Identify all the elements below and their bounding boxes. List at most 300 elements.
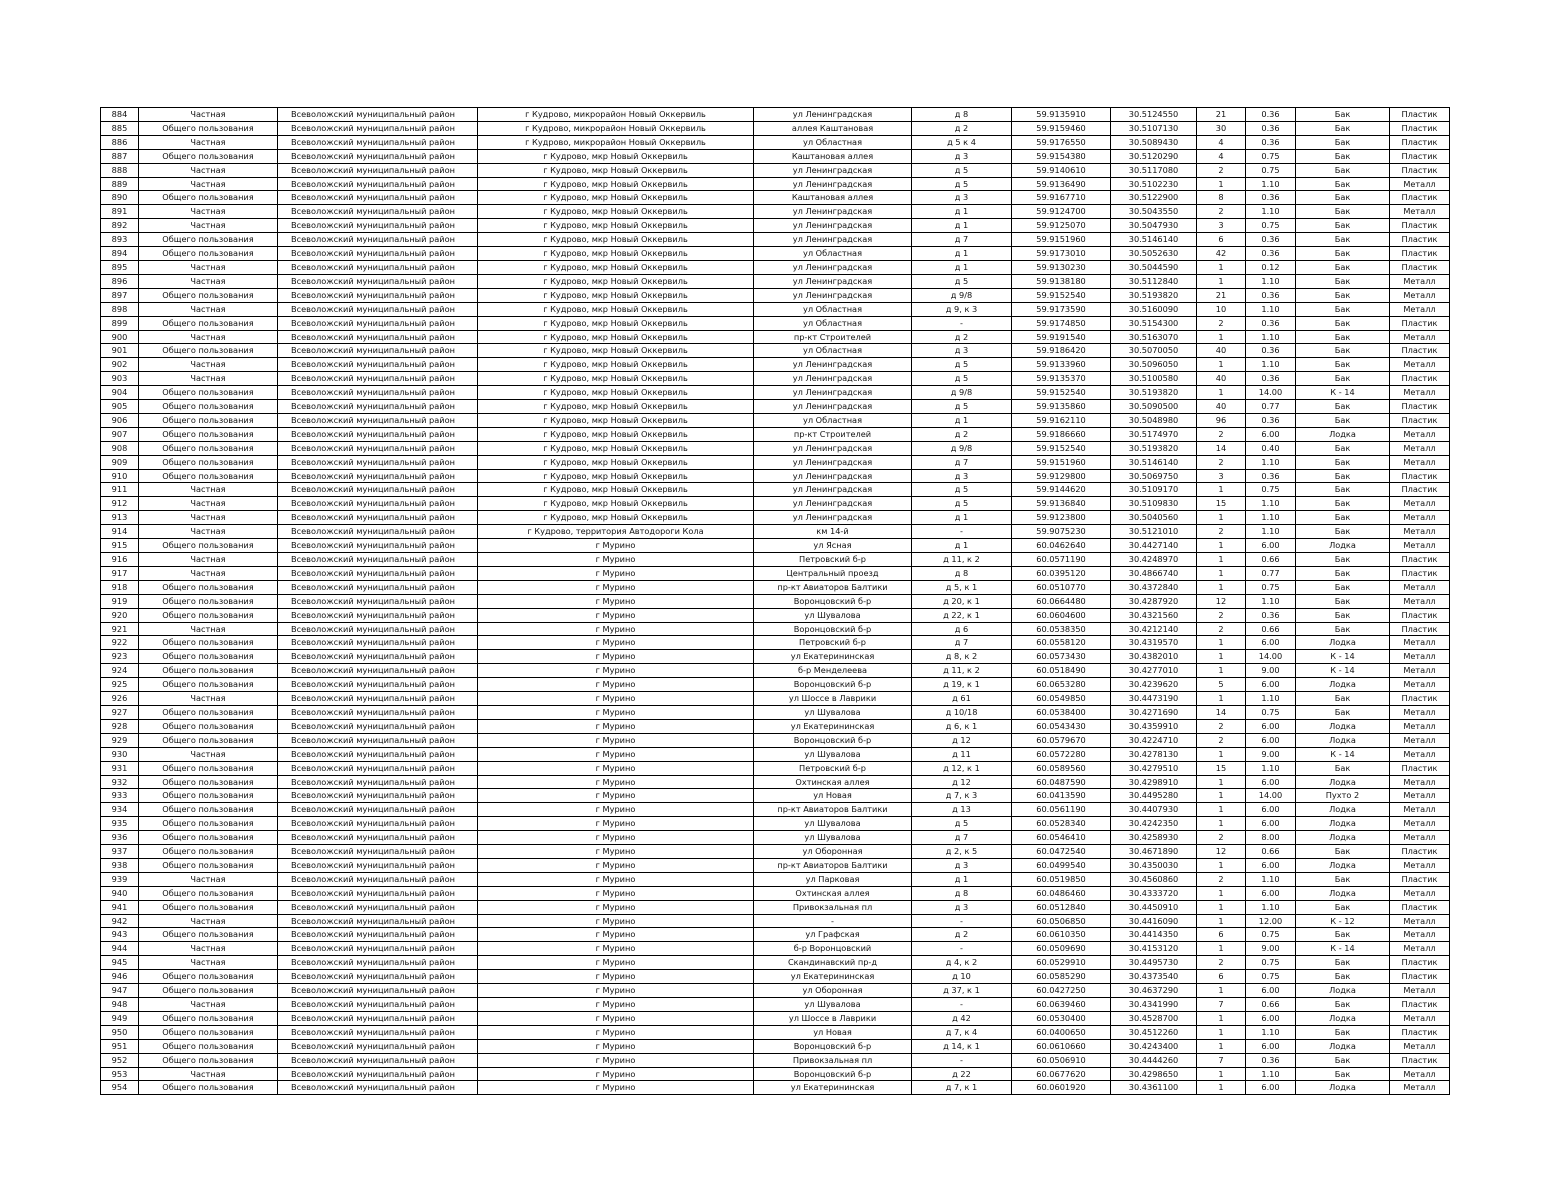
ownership-cell: Общего пользования [139, 650, 278, 664]
house-cell: д 12 [912, 775, 1012, 789]
longitude-cell: 30.4382010 [1111, 650, 1197, 664]
locality-cell: г Кудрово, территория Автодороги Кола [478, 525, 754, 539]
locality-cell: г Мурино [478, 622, 754, 636]
count-cell: 4 [1197, 135, 1246, 149]
count-cell: 1 [1197, 650, 1246, 664]
material-cell: Металл [1390, 497, 1450, 511]
street-cell: ул Шувалова [754, 747, 912, 761]
longitude-cell: 30.4350030 [1111, 858, 1197, 872]
row-number-cell: 950 [101, 1025, 139, 1039]
house-cell: д 11, к 2 [912, 553, 1012, 567]
container-type-cell: Бак [1296, 205, 1390, 219]
latitude-cell: 60.0538350 [1012, 622, 1111, 636]
locality-cell: г Мурино [478, 747, 754, 761]
street-cell: ул Областная [754, 302, 912, 316]
table-row [101, 260, 1450, 274]
latitude-cell: 59.9151960 [1012, 233, 1111, 247]
house-cell: д 11, к 2 [912, 664, 1012, 678]
longitude-cell: 30.4298650 [1111, 1067, 1197, 1081]
locality-cell: г Мурино [478, 553, 754, 567]
row-number-cell: 890 [101, 191, 139, 205]
locality-cell: г Мурино [478, 719, 754, 733]
count-cell: 40 [1197, 372, 1246, 386]
latitude-cell: 60.0510770 [1012, 580, 1111, 594]
material-cell: Металл [1390, 427, 1450, 441]
container-type-cell: Бак [1296, 497, 1390, 511]
longitude-cell: 30.5069750 [1111, 469, 1197, 483]
count-cell: 1 [1197, 566, 1246, 580]
longitude-cell: 30.4359910 [1111, 719, 1197, 733]
street-cell: ул Ленинградская [754, 205, 912, 219]
count-cell: 40 [1197, 344, 1246, 358]
container-type-cell: К - 14 [1296, 942, 1390, 956]
row-number-cell: 898 [101, 302, 139, 316]
count-cell: 3 [1197, 219, 1246, 233]
count-cell: 7 [1197, 998, 1246, 1012]
district-cell: Всеволожский муниципальный район [278, 441, 478, 455]
district-cell: Всеволожский муниципальный район [278, 984, 478, 998]
house-cell: д 3 [912, 900, 1012, 914]
latitude-cell: 60.0395120 [1012, 566, 1111, 580]
table-row [101, 483, 1450, 497]
row-number-cell: 885 [101, 121, 139, 135]
material-cell: Пластик [1390, 316, 1450, 330]
count-cell: 2 [1197, 427, 1246, 441]
table-row [101, 511, 1450, 525]
street-cell: Петровский б-р [754, 553, 912, 567]
street-cell: ул Екатерининская [754, 719, 912, 733]
latitude-cell: 60.0677620 [1012, 1067, 1111, 1081]
longitude-cell: 30.4239620 [1111, 678, 1197, 692]
count-cell: 1 [1197, 539, 1246, 553]
volume-cell: 0.36 [1246, 247, 1296, 261]
locality-cell: г Кудрово, мкр Новый Оккервиль [478, 469, 754, 483]
table-row [101, 177, 1450, 191]
table-row [101, 664, 1450, 678]
longitude-cell: 30.5048980 [1111, 413, 1197, 427]
table-row [101, 497, 1450, 511]
locality-cell: г Мурино [478, 692, 754, 706]
ownership-cell: Частная [139, 525, 278, 539]
table-body [101, 108, 1450, 1095]
longitude-cell: 30.4450910 [1111, 900, 1197, 914]
table-row [101, 441, 1450, 455]
row-number-cell: 953 [101, 1067, 139, 1081]
house-cell: д 5 [912, 372, 1012, 386]
material-cell: Металл [1390, 886, 1450, 900]
latitude-cell: 59.9162110 [1012, 413, 1111, 427]
row-number-cell: 942 [101, 914, 139, 928]
volume-cell: 0.75 [1246, 219, 1296, 233]
count-cell: 2 [1197, 316, 1246, 330]
locality-cell: г Кудрово, мкр Новый Оккервиль [478, 455, 754, 469]
locality-cell: г Мурино [478, 775, 754, 789]
locality-cell: г Мурино [478, 594, 754, 608]
house-cell: - [912, 914, 1012, 928]
ownership-cell: Общего пользования [139, 789, 278, 803]
locality-cell: г Мурино [478, 1053, 754, 1067]
table-row [101, 344, 1450, 358]
ownership-cell: Частная [139, 135, 278, 149]
count-cell: 14 [1197, 705, 1246, 719]
material-cell: Металл [1390, 914, 1450, 928]
street-cell: ул Ленинградская [754, 233, 912, 247]
street-cell: ул Ленинградская [754, 400, 912, 414]
latitude-cell: 59.9130230 [1012, 260, 1111, 274]
street-cell: ул Областная [754, 316, 912, 330]
volume-cell: 0.36 [1246, 108, 1296, 122]
street-cell: б-р Воронцовский [754, 942, 912, 956]
material-cell: Металл [1390, 330, 1450, 344]
street-cell: Привокзальная пл [754, 1053, 912, 1067]
container-type-cell: Бак [1296, 274, 1390, 288]
house-cell: д 7 [912, 233, 1012, 247]
container-type-cell: Лодка [1296, 858, 1390, 872]
count-cell: 1 [1197, 553, 1246, 567]
row-number-cell: 905 [101, 400, 139, 414]
container-type-cell: Бак [1296, 302, 1390, 316]
material-cell: Металл [1390, 1039, 1450, 1053]
district-cell: Всеволожский муниципальный район [278, 288, 478, 302]
street-cell: ул Екатерининская [754, 1081, 912, 1095]
material-cell: Пластик [1390, 108, 1450, 122]
count-cell: 1 [1197, 580, 1246, 594]
table-row [101, 469, 1450, 483]
row-number-cell: 908 [101, 441, 139, 455]
row-number-cell: 948 [101, 998, 139, 1012]
ownership-cell: Частная [139, 163, 278, 177]
latitude-cell: 60.0538400 [1012, 705, 1111, 719]
locality-cell: г Кудрово, мкр Новый Оккервиль [478, 441, 754, 455]
ownership-cell: Общего пользования [139, 928, 278, 942]
table-row [101, 121, 1450, 135]
ownership-cell: Общего пользования [139, 191, 278, 205]
row-number-cell: 902 [101, 358, 139, 372]
latitude-cell: 59.9174850 [1012, 316, 1111, 330]
house-cell: д 6, к 1 [912, 719, 1012, 733]
latitude-cell: 59.9124700 [1012, 205, 1111, 219]
material-cell: Металл [1390, 817, 1450, 831]
volume-cell: 1.10 [1246, 1067, 1296, 1081]
district-cell: Всеволожский муниципальный район [278, 1025, 478, 1039]
district-cell: Всеволожский муниципальный район [278, 344, 478, 358]
street-cell: ул Графская [754, 928, 912, 942]
volume-cell: 6.00 [1246, 1081, 1296, 1095]
house-cell: д 1 [912, 219, 1012, 233]
ownership-cell: Частная [139, 302, 278, 316]
latitude-cell: 60.0509690 [1012, 942, 1111, 956]
material-cell: Металл [1390, 928, 1450, 942]
street-cell: ул Областная [754, 135, 912, 149]
district-cell: Всеволожский муниципальный район [278, 970, 478, 984]
container-type-cell: Бак [1296, 219, 1390, 233]
district-cell: Всеволожский муниципальный район [278, 886, 478, 900]
district-cell: Всеволожский муниципальный район [278, 928, 478, 942]
material-cell: Металл [1390, 858, 1450, 872]
container-type-cell: Бак [1296, 316, 1390, 330]
locality-cell: г Мурино [478, 761, 754, 775]
street-cell: ул Шувалова [754, 998, 912, 1012]
container-type-cell: Бак [1296, 594, 1390, 608]
latitude-cell: 59.9173590 [1012, 302, 1111, 316]
volume-cell: 1.10 [1246, 1025, 1296, 1039]
volume-cell: 0.36 [1246, 469, 1296, 483]
longitude-cell: 30.5040560 [1111, 511, 1197, 525]
container-type-cell: Бак [1296, 177, 1390, 191]
district-cell: Всеволожский муниципальный район [278, 108, 478, 122]
ownership-cell: Общего пользования [139, 719, 278, 733]
street-cell: ул Ленинградская [754, 260, 912, 274]
ownership-cell: Частная [139, 998, 278, 1012]
district-cell: Всеволожский муниципальный район [278, 872, 478, 886]
latitude-cell: 59.9123800 [1012, 511, 1111, 525]
house-cell: - [912, 525, 1012, 539]
container-type-cell: Бак [1296, 970, 1390, 984]
count-cell: 1 [1197, 803, 1246, 817]
latitude-cell: 60.0653280 [1012, 678, 1111, 692]
table-row [101, 594, 1450, 608]
ownership-cell: Частная [139, 108, 278, 122]
count-cell: 1 [1197, 886, 1246, 900]
material-cell: Металл [1390, 274, 1450, 288]
table-row [101, 858, 1450, 872]
container-type-cell: Бак [1296, 330, 1390, 344]
ownership-cell: Общего пользования [139, 316, 278, 330]
district-cell: Всеволожский муниципальный район [278, 163, 478, 177]
material-cell: Металл [1390, 942, 1450, 956]
ownership-cell: Частная [139, 219, 278, 233]
locality-cell: г Кудрово, мкр Новый Оккервиль [478, 205, 754, 219]
ownership-cell: Частная [139, 205, 278, 219]
latitude-cell: 60.0512840 [1012, 900, 1111, 914]
house-cell: д 1 [912, 511, 1012, 525]
material-cell: Металл [1390, 441, 1450, 455]
longitude-cell: 30.4560860 [1111, 872, 1197, 886]
volume-cell: 0.66 [1246, 845, 1296, 859]
district-cell: Всеволожский муниципальный район [278, 1067, 478, 1081]
ownership-cell: Общего пользования [139, 831, 278, 845]
ownership-cell: Частная [139, 358, 278, 372]
count-cell: 14 [1197, 441, 1246, 455]
locality-cell: г Мурино [478, 733, 754, 747]
latitude-cell: 60.0549850 [1012, 692, 1111, 706]
house-cell: д 7 [912, 831, 1012, 845]
material-cell: Металл [1390, 288, 1450, 302]
locality-cell: г Кудрово, мкр Новый Оккервиль [478, 316, 754, 330]
street-cell: Воронцовский б-р [754, 733, 912, 747]
street-cell: ул Шоссе в Лаврики [754, 1011, 912, 1025]
house-cell: - [912, 1053, 1012, 1067]
ownership-cell: Частная [139, 330, 278, 344]
material-cell: Металл [1390, 594, 1450, 608]
row-number-cell: 920 [101, 608, 139, 622]
latitude-cell: 60.0506850 [1012, 914, 1111, 928]
district-cell: Всеволожский муниципальный район [278, 705, 478, 719]
count-cell: 2 [1197, 622, 1246, 636]
row-number-cell: 954 [101, 1081, 139, 1095]
house-cell: д 5 к 4 [912, 135, 1012, 149]
locality-cell: г Мурино [478, 1067, 754, 1081]
ownership-cell: Общего пользования [139, 427, 278, 441]
latitude-cell: 60.0579670 [1012, 733, 1111, 747]
container-type-cell: Лодка [1296, 831, 1390, 845]
material-cell: Металл [1390, 789, 1450, 803]
table-row [101, 413, 1450, 427]
material-cell: Пластик [1390, 247, 1450, 261]
container-type-cell: Бак [1296, 163, 1390, 177]
latitude-cell: 59.9167710 [1012, 191, 1111, 205]
house-cell: д 5 [912, 400, 1012, 414]
locality-cell: г Мурино [478, 914, 754, 928]
longitude-cell: 30.5096050 [1111, 358, 1197, 372]
table-row [101, 566, 1450, 580]
ownership-cell: Частная [139, 622, 278, 636]
latitude-cell: 60.0664480 [1012, 594, 1111, 608]
latitude-cell: 59.9075230 [1012, 525, 1111, 539]
longitude-cell: 30.5047930 [1111, 219, 1197, 233]
volume-cell: 6.00 [1246, 1011, 1296, 1025]
latitude-cell: 59.9186660 [1012, 427, 1111, 441]
latitude-cell: 59.9152540 [1012, 288, 1111, 302]
volume-cell: 6.00 [1246, 636, 1296, 650]
row-number-cell: 897 [101, 288, 139, 302]
street-cell: ул Ленинградская [754, 219, 912, 233]
latitude-cell: 59.9140610 [1012, 163, 1111, 177]
table-row [101, 970, 1450, 984]
row-number-cell: 932 [101, 775, 139, 789]
latitude-cell: 60.0427250 [1012, 984, 1111, 998]
locality-cell: г Кудрово, мкр Новый Оккервиль [478, 344, 754, 358]
volume-cell: 1.10 [1246, 525, 1296, 539]
table-row [101, 108, 1450, 122]
row-number-cell: 944 [101, 942, 139, 956]
district-cell: Всеволожский муниципальный район [278, 845, 478, 859]
district-cell: Всеволожский муниципальный район [278, 539, 478, 553]
row-number-cell: 949 [101, 1011, 139, 1025]
ownership-cell: Общего пользования [139, 678, 278, 692]
volume-cell: 6.00 [1246, 803, 1296, 817]
latitude-cell: 60.0589560 [1012, 761, 1111, 775]
locality-cell: г Кудрово, микрорайон Новый Оккервиль [478, 121, 754, 135]
row-number-cell: 909 [101, 455, 139, 469]
count-cell: 96 [1197, 413, 1246, 427]
material-cell: Металл [1390, 678, 1450, 692]
volume-cell: 0.36 [1246, 344, 1296, 358]
longitude-cell: 30.4258930 [1111, 831, 1197, 845]
table-row [101, 1025, 1450, 1039]
material-cell: Пластик [1390, 845, 1450, 859]
locality-cell: г Мурино [478, 831, 754, 845]
locality-cell: г Кудрово, мкр Новый Оккервиль [478, 191, 754, 205]
count-cell: 2 [1197, 163, 1246, 177]
district-cell: Всеволожский муниципальный район [278, 219, 478, 233]
latitude-cell: 59.9151960 [1012, 455, 1111, 469]
volume-cell: 0.66 [1246, 553, 1296, 567]
row-number-cell: 925 [101, 678, 139, 692]
volume-cell: 0.77 [1246, 566, 1296, 580]
count-cell: 1 [1197, 692, 1246, 706]
latitude-cell: 59.9152540 [1012, 386, 1111, 400]
count-cell: 7 [1197, 1053, 1246, 1067]
longitude-cell: 30.4528700 [1111, 1011, 1197, 1025]
longitude-cell: 30.4416090 [1111, 914, 1197, 928]
row-number-cell: 896 [101, 274, 139, 288]
latitude-cell: 60.0604600 [1012, 608, 1111, 622]
house-cell: д 8 [912, 108, 1012, 122]
street-cell: ул Шувалова [754, 831, 912, 845]
district-cell: Всеволожский муниципальный район [278, 594, 478, 608]
container-type-cell: Бак [1296, 998, 1390, 1012]
container-type-cell: Бак [1296, 525, 1390, 539]
street-cell: пр-кт Строителей [754, 427, 912, 441]
street-cell: пр-кт Авиаторов Балтики [754, 858, 912, 872]
table-row [101, 1067, 1450, 1081]
count-cell: 1 [1197, 942, 1246, 956]
longitude-cell: 30.4444260 [1111, 1053, 1197, 1067]
volume-cell: 6.00 [1246, 775, 1296, 789]
volume-cell: 1.10 [1246, 761, 1296, 775]
street-cell: ул Ленинградская [754, 358, 912, 372]
container-type-cell: Лодка [1296, 719, 1390, 733]
district-cell: Всеволожский муниципальный район [278, 858, 478, 872]
material-cell: Металл [1390, 580, 1450, 594]
volume-cell: 0.36 [1246, 233, 1296, 247]
volume-cell: 0.40 [1246, 441, 1296, 455]
material-cell: Пластик [1390, 400, 1450, 414]
table-row [101, 149, 1450, 163]
longitude-cell: 30.4319570 [1111, 636, 1197, 650]
row-number-cell: 934 [101, 803, 139, 817]
container-type-cell: Бак [1296, 483, 1390, 497]
latitude-cell: 59.9173010 [1012, 247, 1111, 261]
material-cell: Пластик [1390, 233, 1450, 247]
table-row [101, 288, 1450, 302]
latitude-cell: 60.0487590 [1012, 775, 1111, 789]
container-type-cell: К - 12 [1296, 914, 1390, 928]
count-cell: 12 [1197, 594, 1246, 608]
latitude-cell: 60.0572280 [1012, 747, 1111, 761]
district-cell: Всеволожский муниципальный район [278, 650, 478, 664]
row-number-cell: 916 [101, 553, 139, 567]
container-type-cell: Бак [1296, 511, 1390, 525]
volume-cell: 0.66 [1246, 998, 1296, 1012]
ownership-cell: Общего пользования [139, 636, 278, 650]
house-cell: д 3 [912, 149, 1012, 163]
volume-cell: 1.10 [1246, 205, 1296, 219]
latitude-cell: 60.0462640 [1012, 539, 1111, 553]
district-cell: Всеволожский муниципальный район [278, 177, 478, 191]
house-cell: д 14, к 1 [912, 1039, 1012, 1053]
longitude-cell: 30.5052630 [1111, 247, 1197, 261]
volume-cell: 9.00 [1246, 942, 1296, 956]
street-cell: ул Ленинградская [754, 177, 912, 191]
container-type-cell: Бак [1296, 247, 1390, 261]
count-cell: 2 [1197, 831, 1246, 845]
row-number-cell: 927 [101, 705, 139, 719]
ownership-cell: Общего пользования [139, 247, 278, 261]
latitude-cell: 59.9191540 [1012, 330, 1111, 344]
material-cell: Металл [1390, 775, 1450, 789]
house-cell: д 37, к 1 [912, 984, 1012, 998]
ownership-cell: Общего пользования [139, 858, 278, 872]
district-cell: Всеволожский муниципальный район [278, 566, 478, 580]
longitude-cell: 30.5174970 [1111, 427, 1197, 441]
volume-cell: 0.12 [1246, 260, 1296, 274]
locality-cell: г Кудрово, микрорайон Новый Оккервиль [478, 135, 754, 149]
locality-cell: г Кудрово, мкр Новый Оккервиль [478, 247, 754, 261]
ownership-cell: Частная [139, 260, 278, 274]
street-cell: Воронцовский б-р [754, 1067, 912, 1081]
